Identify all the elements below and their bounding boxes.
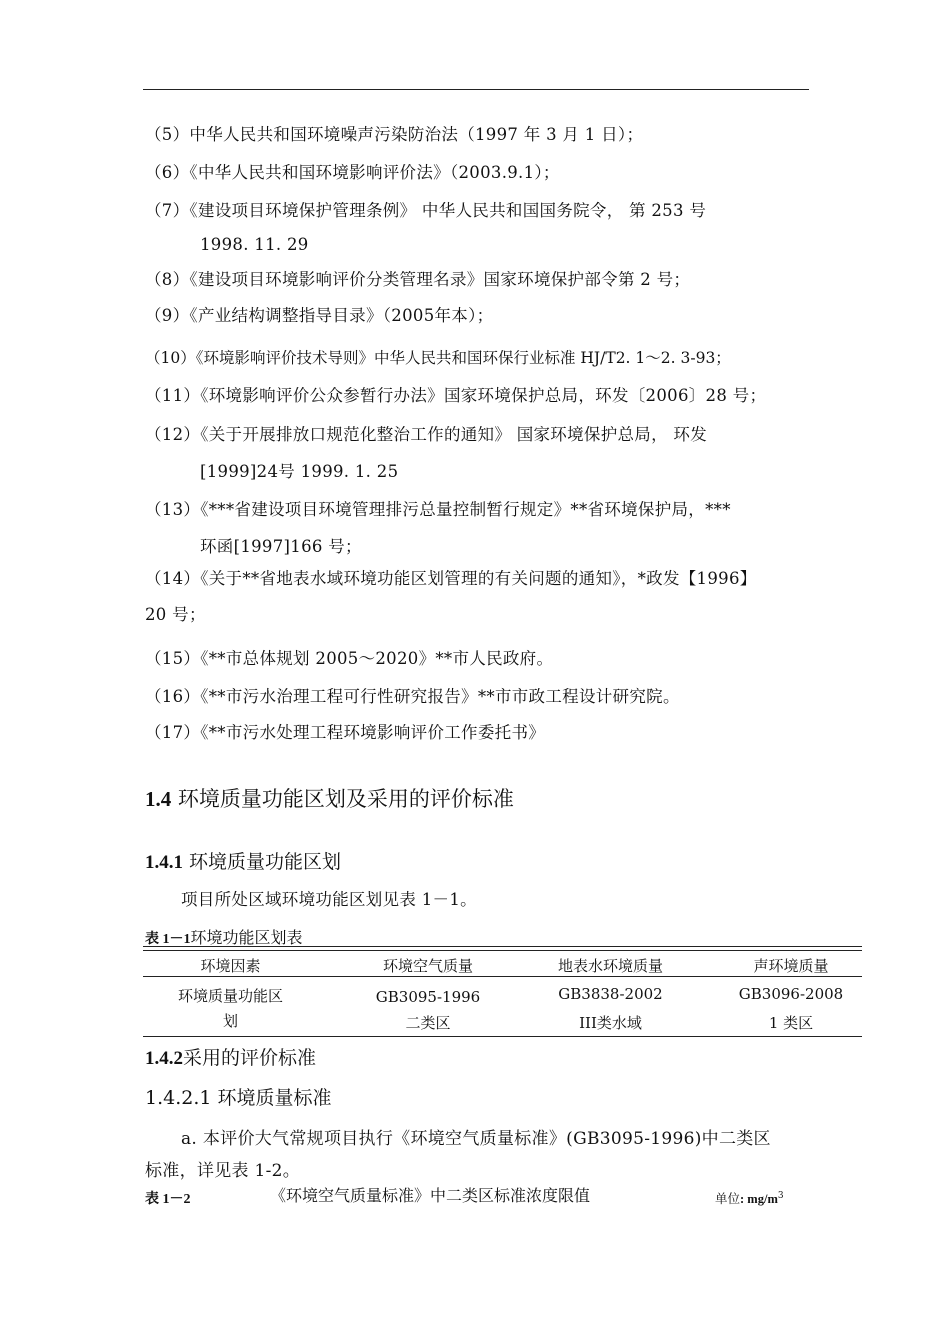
reference-item-8: （8）《建设项目环境影响评价分类管理名录》国家环境保护部令第 2 号； <box>145 270 691 289</box>
table-2-unit: 单位: $mg/m^3$ <box>715 1190 784 1206</box>
reference-item-13-cont: 环函[1997]166 号； <box>200 537 362 556</box>
reference-item-14: （14）《关于**省地表水域环境功能区划管理的有关问题的通知》，*政发【1996】 <box>145 569 757 588</box>
table-1-air-class: 二类区 <box>405 1014 451 1032</box>
table-1-noise-class: 1 类区 <box>768 1014 814 1032</box>
table-1-row-label: 环境质量功能区 <box>177 987 283 1005</box>
reference-item-5: （5）中华人民共和国环境噪声污染防治法（1997 年 3 月 1 日）； <box>145 125 644 144</box>
table-1-top-rule-inner <box>143 950 862 951</box>
reference-item-17: （17）《**市污水处理工程环境影响评价工作委托书》 <box>145 723 546 742</box>
table-1-row-label-cont: 划 <box>222 1012 238 1030</box>
section-heading-1-4-2: 1.4.2采用的评价标准 <box>145 1047 317 1069</box>
table-1-header-rule <box>143 976 862 977</box>
table-2-caption-title: 《环境空气质量标准》中二类区标准浓度限值 <box>270 1186 591 1205</box>
intro-paragraph: 项目所处区域环境功能区划见表 1－1。 <box>181 890 477 909</box>
reference-item-11: （11）《环境影响评价公众参暂行办法》国家环境保护总局，环发〔2006〕28 号； <box>145 386 767 405</box>
table-1-bottom-rule <box>143 1036 862 1037</box>
table-2-caption-number: 表 1－2 <box>145 1192 191 1207</box>
reference-item-7: （7）《建设项目环境保护管理条例》 中华人民共和国国务院令， 第 253 号 <box>145 201 707 220</box>
section-heading-1-4-1: 1.4.1 环境质量功能区划 <box>145 851 342 873</box>
table-1-header-surface-water: 地表水环境质量 <box>557 957 663 975</box>
reference-item-14-cont: 20 号； <box>145 605 206 624</box>
table-1-air-standard: GB3095-1996 <box>375 988 481 1006</box>
header-rule <box>143 89 809 90</box>
table-1-header-noise: 声环境质量 <box>753 957 829 975</box>
reference-item-15: （15）《**市总体规划 2005～2020》**市人民政府。 <box>145 649 554 668</box>
section-heading-1-4-2-1: 1.4.2.1 环境质量标准 <box>145 1087 332 1109</box>
reference-item-16: （16）《**市污水治理工程可行性研究报告》**市市政工程设计研究院。 <box>145 687 680 706</box>
table-1-header-air: 环境空气质量 <box>382 957 473 975</box>
table-1-top-rule <box>143 946 862 947</box>
reference-item-12: （12）《关于开展排放口规范化整治工作的通知》 国家环境保护总局， 环发 <box>145 425 708 444</box>
reference-item-12-cont: [1999]24号 1999. 1. 25 <box>200 462 399 481</box>
table-1-header-factor: 环境因素 <box>200 957 261 975</box>
table-1-noise-standard: GB3096-2008 <box>738 985 844 1003</box>
reference-item-10: （10）《环境影响评价技术导则》中华人民共和国环保行业标准 HJ/T2. 1～2. 3-93； <box>145 349 731 367</box>
table-1-caption: 表 1－1环境功能区划表 <box>145 928 303 947</box>
paragraph-a-line-2: 标准，详见表 1-2。 <box>145 1161 301 1181</box>
section-heading-1-4: 1.4 环境质量功能区划及采用的评价标准 <box>145 787 514 811</box>
reference-item-6: （6）《中华人民共和国环境影响评价法》（2003.9.1）； <box>145 163 560 182</box>
reference-item-13: （13）《***省建设项目环境管理排污总量控制暂行规定》**省环境保护局，*** <box>145 500 731 519</box>
table-1-water-standard: GB3838-2002 <box>558 985 663 1003</box>
paragraph-a-line-1: a. 本评价大气常规项目执行《环境空气质量标准》(GB3095-1996)中二类区 <box>181 1129 771 1149</box>
reference-item-9: （9）《产业结构调整指导目录》（2005年本）； <box>145 306 494 325</box>
table-1-water-class: III类水域 <box>579 1014 642 1032</box>
reference-item-7-cont: 1998. 11. 29 <box>200 235 309 254</box>
